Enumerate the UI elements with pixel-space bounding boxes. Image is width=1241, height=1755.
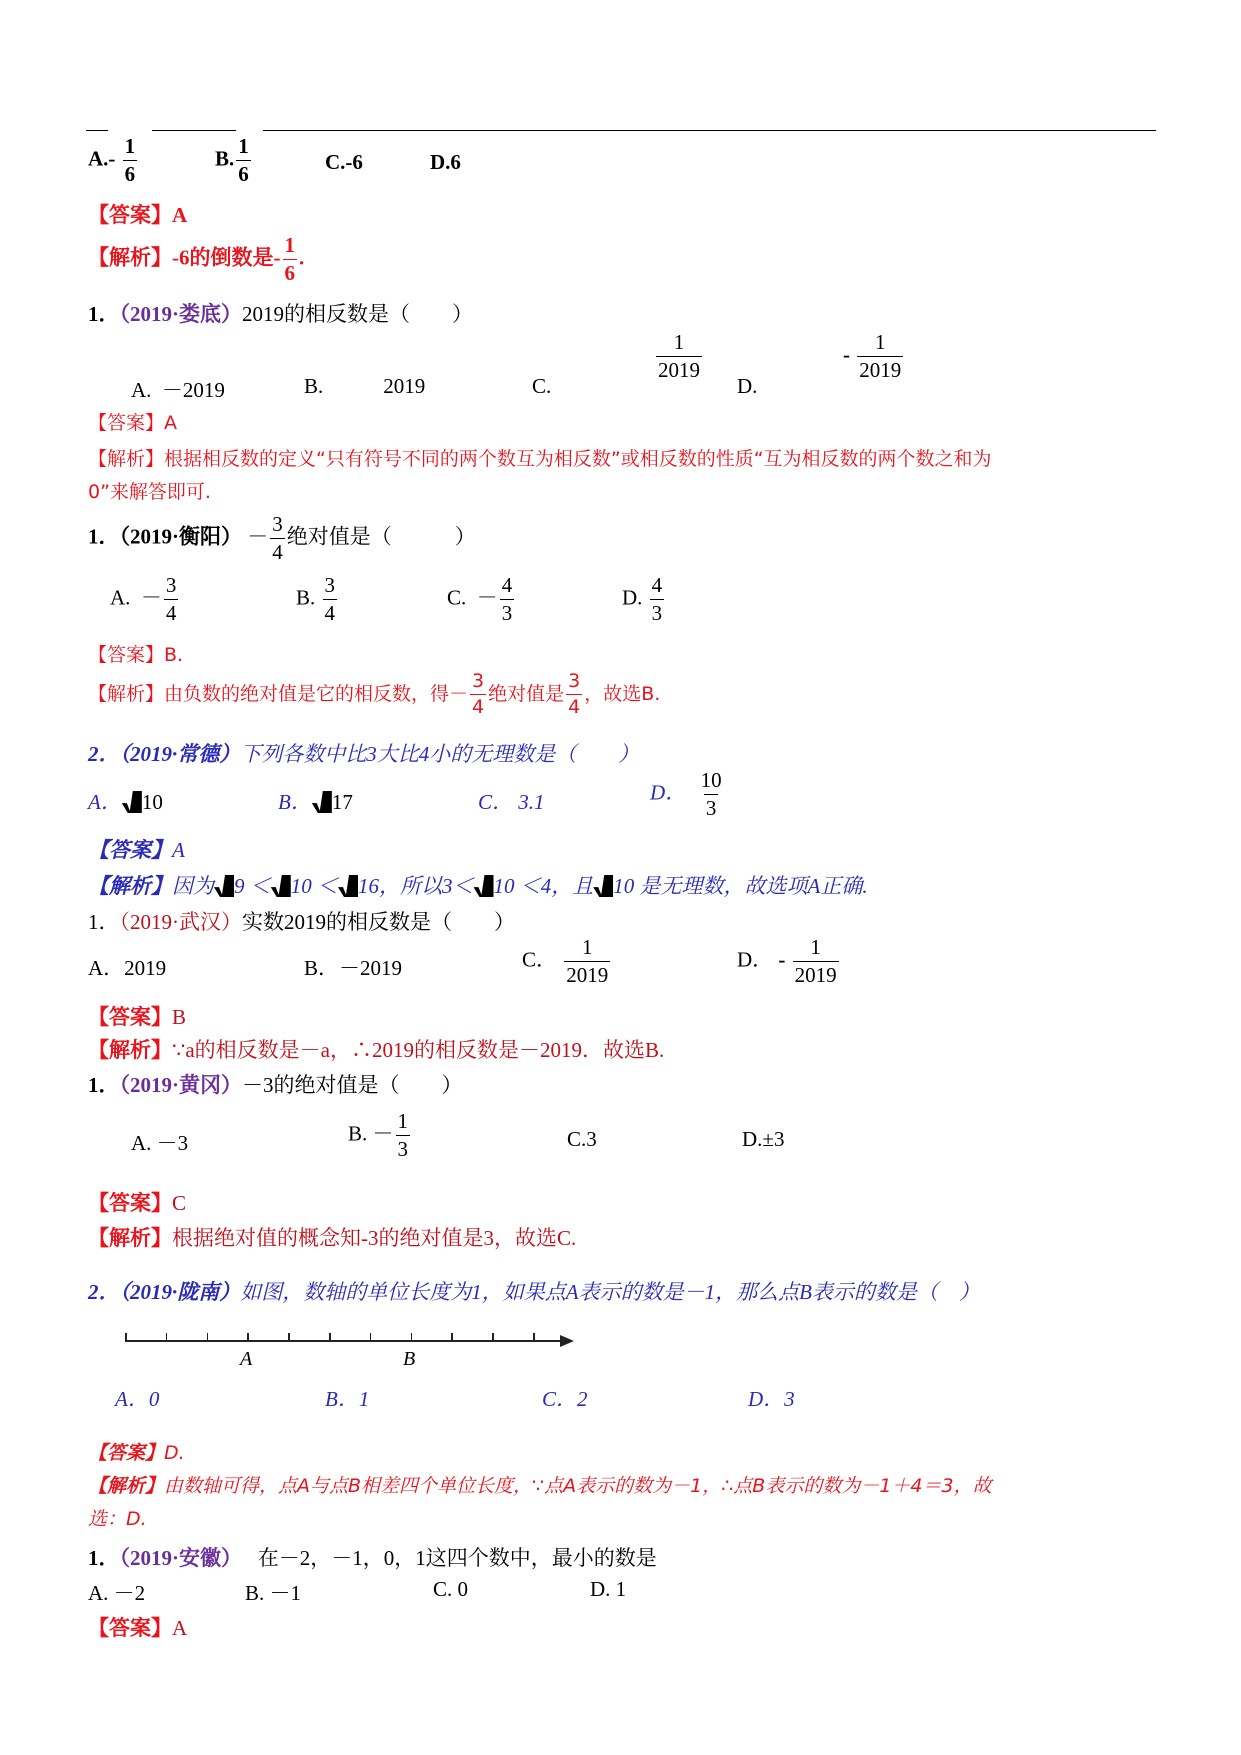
answer-value: D. (164, 1442, 185, 1464)
q1-stem (88, 298, 473, 328)
analysis-text: -6的倒数是- (172, 245, 281, 270)
tick (533, 1333, 535, 1341)
q7-option-c: C. 0 (433, 1577, 469, 1601)
numerator: 1 (673, 330, 685, 354)
q0-option-d: D.6 (430, 150, 461, 174)
q1-option-b (304, 374, 425, 399)
analysis-tag: 【解析】 (88, 874, 172, 898)
question-text: 绝对值是（ ） (286, 524, 476, 549)
answer-tag: 【答案】 (88, 1191, 172, 1215)
sqrt-symbol (338, 874, 358, 899)
q2-option-b (296, 575, 339, 624)
question-source: （2019·黄冈） (119, 1073, 243, 1097)
option-label: C． (478, 790, 514, 814)
numerator: 10 (700, 768, 722, 792)
option-label: B. (348, 1121, 368, 1146)
q1-option-d-label: D. (737, 374, 758, 398)
option-label: A. (131, 378, 152, 402)
analysis-tag: 【解析】 (88, 245, 172, 270)
numerator: 3 (568, 670, 581, 692)
q1-option-c-label: C. (532, 374, 552, 398)
q1-analysis-line1 (88, 444, 992, 471)
header-rule-3 (263, 130, 1156, 131)
denominator: 4 (165, 601, 177, 625)
q4-option-a (88, 952, 166, 982)
answer-value: A (164, 412, 178, 434)
fraction (470, 672, 486, 717)
fraction (236, 136, 251, 185)
answer-value: A (172, 203, 188, 227)
question-source: （2019·常德） (119, 742, 241, 766)
answer-tag: 【答案】 (88, 203, 172, 227)
tick (329, 1333, 331, 1341)
denominator: 2019 (859, 358, 902, 382)
question-number: 1． (88, 910, 120, 934)
sqrt-symbol (271, 874, 291, 899)
header-rule-1 (86, 130, 108, 131)
analysis-text: ＜ (317, 874, 338, 898)
q6-option-a: A．0 (115, 1387, 160, 1411)
question-text: 如图，数轴的单位长度为1，如果点A表示的数是－1，那么点B表示的数是（ ） (240, 1280, 980, 1304)
option-value: －2019 (339, 956, 403, 980)
q2-answer (88, 640, 183, 667)
q2-stem (88, 514, 476, 563)
q3-analysis (88, 870, 868, 900)
denominator: 6 (284, 261, 295, 285)
radicand: 10 (290, 874, 312, 898)
analysis-text: ＜4，且 (519, 874, 594, 898)
sign: － (372, 1121, 394, 1146)
denominator: 4 (324, 601, 336, 625)
option-label: B. (215, 146, 235, 171)
numerator: 4 (651, 573, 663, 597)
q7-stem (88, 1542, 657, 1572)
denominator: 3 (651, 601, 663, 625)
q5-analysis (88, 1222, 576, 1252)
option-label: A． (88, 790, 122, 814)
radicand: 16 (358, 874, 379, 898)
sign: - (778, 947, 786, 972)
radicand: 9 (234, 874, 245, 898)
fraction (500, 575, 515, 624)
question-text: 下列各数中比3大比4小的无理数是（ ） (240, 742, 640, 766)
q2-option-a (110, 575, 180, 624)
numerator: 3 (165, 573, 177, 597)
tick (370, 1333, 372, 1341)
number-line-axis (125, 1340, 560, 1342)
fraction (396, 1111, 411, 1160)
sign: - (843, 342, 850, 367)
option-value: 2019 (383, 374, 426, 398)
analysis-text: 根据相反数的定义“只有符号不同的两个数互为相反数”或相反数的性质“互为相反数的两个数之和为 (164, 448, 992, 470)
fraction (650, 575, 665, 624)
q0-option-a (88, 136, 139, 185)
sqrt-symbol (312, 790, 332, 815)
question-text: 2019的相反数是（ ） (242, 302, 474, 326)
numerator: 1 (875, 330, 886, 354)
question-source: （2019·武汉） (119, 910, 242, 934)
fraction (564, 937, 610, 986)
sqrt-symbol (122, 790, 142, 815)
q1-answer (88, 408, 177, 435)
tick (125, 1333, 127, 1341)
denominator: 2019 (658, 358, 700, 382)
fraction (857, 332, 903, 381)
q3-option-c (478, 786, 545, 816)
analysis-text: ，所以3＜ (379, 874, 474, 898)
question-number: 1． (88, 1073, 120, 1097)
option-label: A. (131, 1131, 152, 1155)
q0-analysis (88, 235, 304, 284)
q1-option-d-fraction (843, 332, 905, 381)
fraction (793, 937, 839, 986)
question-number: 2． (88, 742, 120, 766)
sqrt-symbol (474, 874, 494, 899)
q7-option-d: D. 1 (590, 1577, 627, 1601)
fraction (566, 672, 582, 717)
question-number: 1． (88, 524, 120, 549)
q3-option-d (650, 770, 726, 819)
question-text: 实数2019的相反数是（ ） (242, 910, 515, 934)
denominator: 2019 (566, 963, 609, 987)
q6-option-d: D．3 (748, 1387, 795, 1411)
fraction (123, 136, 138, 185)
sqrt-symbol (593, 874, 613, 899)
option-label: B. (304, 374, 324, 398)
numerator: 1 (284, 233, 295, 257)
analysis-tag: 【解析】 (88, 683, 165, 705)
numerator: 1 (238, 134, 249, 158)
fraction (656, 332, 702, 381)
analysis-text: ∵a的相反数是－a，∴2019的相反数是－2019．故选B. (172, 1038, 665, 1062)
q6-option-c: C．2 (542, 1387, 588, 1411)
numerator: 3 (272, 512, 283, 536)
header-rule-2 (152, 130, 236, 131)
question-number: 2． (88, 1280, 120, 1304)
option-value: －2019 (161, 378, 225, 402)
tick (451, 1333, 453, 1341)
q3-option-a (88, 786, 163, 816)
sign: － (140, 585, 162, 610)
denominator: 6 (238, 162, 249, 186)
answer-value: C (172, 1191, 187, 1215)
answer-tag: 【答案】 (88, 1442, 165, 1464)
analysis-text: ，故选B. (584, 683, 661, 705)
option-label: D． (737, 947, 774, 972)
q6-analysis-line2: 选：D. (88, 1508, 147, 1530)
answer-value: A (172, 1616, 188, 1640)
fraction (283, 235, 298, 284)
fraction (699, 770, 724, 819)
answer-value: B. (164, 644, 184, 666)
q0-option-b (215, 136, 253, 185)
analysis-text: 是无理数，故选项A正确. (639, 874, 868, 898)
radicand: 10 (493, 874, 515, 898)
number-line-arrow-icon (560, 1335, 574, 1347)
option-label: A. (110, 585, 131, 610)
option-label: D． (650, 780, 687, 805)
answer-value: A (172, 838, 185, 862)
q4-option-b (304, 952, 402, 982)
q4-option-c (522, 937, 612, 986)
analysis-text: 由负数的绝对值是它的相反数，得－ (164, 683, 469, 705)
option-label: A． (88, 956, 125, 980)
analysis-text: 绝对值是 (488, 683, 565, 705)
denominator: 6 (124, 162, 136, 186)
question-source: （2019·娄底） (119, 302, 243, 326)
q7-option-b: B. －1 (245, 1581, 302, 1605)
q0-answer (88, 199, 187, 229)
q3-option-b (278, 786, 353, 816)
denominator: 4 (272, 540, 283, 564)
option-label: D. (622, 585, 643, 610)
q1-analysis-line2: 0”来解答即可. (88, 481, 211, 503)
option-value: －3 (156, 1131, 189, 1155)
option-label: B. (296, 585, 316, 610)
q2-option-d (622, 575, 666, 624)
q1-option-c-fraction (654, 332, 704, 381)
q5-option-d: D.±3 (742, 1127, 785, 1151)
denominator: 4 (472, 696, 485, 718)
analysis-text: 根据绝对值的概念知-3的绝对值是3，故选C. (172, 1226, 577, 1250)
q4-stem (88, 906, 515, 936)
analysis-tag: 【解析】 (88, 1475, 165, 1497)
answer-tag: 【答案】 (88, 644, 165, 666)
denominator: 3 (501, 601, 513, 625)
fraction (270, 514, 285, 563)
q6-stem (88, 1276, 980, 1306)
q4-option-d (737, 937, 841, 986)
fraction (164, 575, 179, 624)
q7-answer (88, 1612, 187, 1642)
tick (288, 1333, 290, 1341)
numerator: 1 (397, 1109, 409, 1133)
analysis-text: ＜ (249, 874, 271, 898)
question-source: （2019·陇南） (119, 1280, 241, 1304)
denominator: 2019 (794, 963, 837, 987)
tick (492, 1333, 494, 1341)
option-value: 3.1 (518, 790, 545, 814)
q2-option-c (447, 575, 516, 624)
numerator: 1 (810, 935, 821, 959)
tick (411, 1333, 413, 1341)
numerator: 3 (472, 670, 485, 692)
q6-analysis-line1 (88, 1471, 992, 1498)
question-number: 1． (88, 1546, 120, 1570)
q3-stem (88, 738, 639, 768)
q5-option-a (131, 1127, 188, 1157)
analysis-tag: 【解析】 (88, 1038, 172, 1062)
denominator: 3 (705, 796, 717, 820)
question-source: （2019·安徽） (119, 1546, 243, 1570)
question-source: （2019·衡阳） (119, 524, 243, 549)
denominator: 4 (568, 696, 581, 718)
option-label: B． (304, 956, 340, 980)
q5-stem (88, 1069, 463, 1099)
radicand: 10 (141, 790, 163, 814)
analysis-text: . (299, 245, 305, 270)
sign: － (476, 585, 498, 610)
answer-value: B (172, 1005, 187, 1029)
numerator: 1 (124, 134, 136, 158)
denominator: 3 (397, 1137, 409, 1161)
q5-option-c: C.3 (567, 1127, 597, 1151)
option-label: C． (522, 947, 558, 972)
q0-option-c: C.-6 (325, 150, 363, 174)
tick (247, 1333, 249, 1341)
analysis-tag: 【解析】 (88, 448, 165, 470)
question-text: －3的绝对值是（ ） (242, 1073, 463, 1097)
q6-answer (88, 1438, 185, 1465)
q3-answer (88, 834, 185, 864)
sqrt-symbol (214, 874, 234, 899)
option-label: C. (447, 585, 467, 610)
numerator: 4 (501, 573, 513, 597)
numerator: 1 (582, 935, 593, 959)
answer-tag: 【答案】 (88, 1005, 172, 1029)
q4-answer (88, 1001, 186, 1031)
radicand: 17 (331, 790, 353, 814)
sign: － (247, 524, 269, 549)
q7-option-a: A. －2 (88, 1581, 146, 1605)
tick (207, 1333, 209, 1341)
answer-tag: 【答案】 (88, 412, 165, 434)
q5-option-b (348, 1111, 412, 1160)
numerator: 3 (324, 573, 336, 597)
option-label: A.- (88, 146, 116, 171)
q1-option-a (131, 374, 225, 404)
analysis-tag: 【解析】 (88, 1226, 172, 1250)
analysis-text: 由数轴可得，点A与点B相差四个单位长度，∵点A表示的数为－1，∴点B表示的数为－1＋4＝3，故 (164, 1475, 992, 1497)
answer-tag: 【答案】 (88, 838, 172, 862)
option-label: B． (278, 790, 312, 814)
question-text: 在－2，－1，0，1这四个数中，最小的数是 (257, 1546, 657, 1570)
radicand: 10 (613, 874, 635, 898)
point-a-label: A (240, 1348, 253, 1370)
question-number: 1． (88, 302, 120, 326)
q4-analysis (88, 1034, 664, 1064)
tick (166, 1333, 168, 1341)
analysis-text: 因为 (172, 874, 214, 898)
fraction (323, 575, 338, 624)
option-value: 2019 (124, 956, 167, 980)
q6-option-b: B．1 (325, 1387, 370, 1411)
answer-tag: 【答案】 (88, 1616, 172, 1640)
point-b-label: B (403, 1348, 416, 1370)
q2-analysis (88, 672, 660, 717)
q5-answer (88, 1187, 186, 1217)
